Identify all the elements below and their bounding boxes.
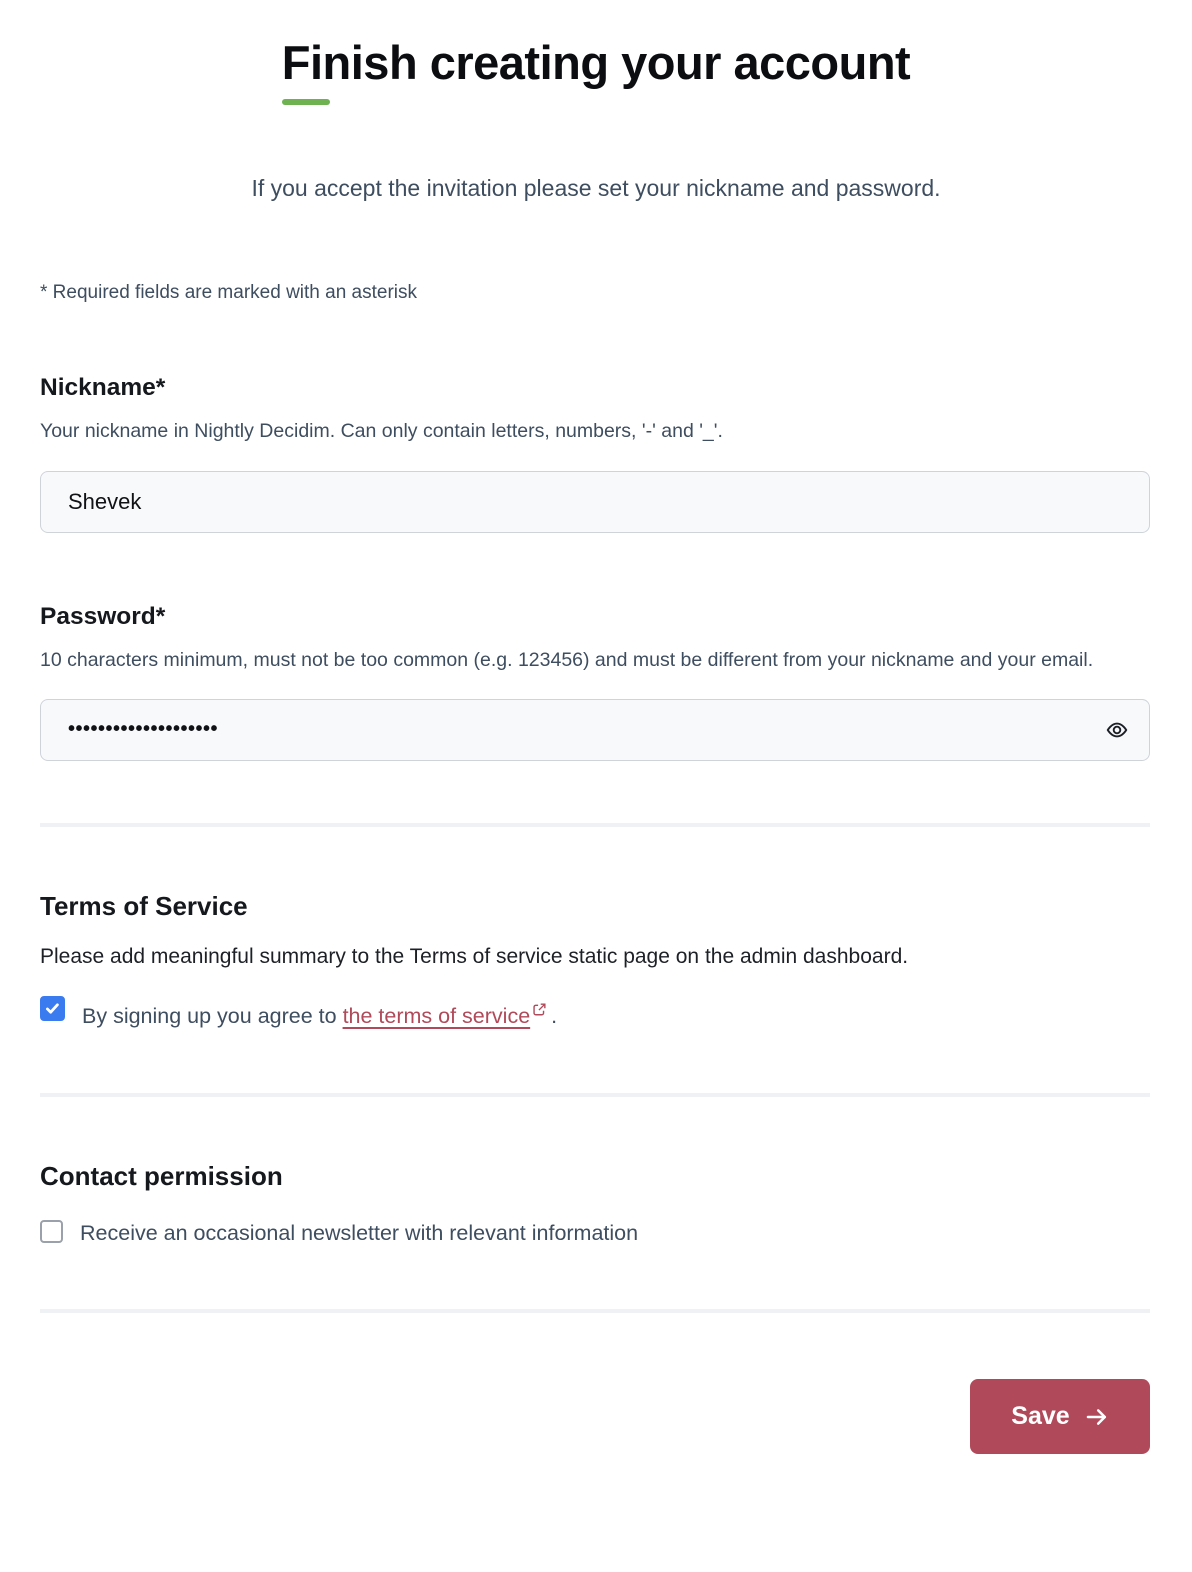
- form-actions: [0, 1379, 1192, 1454]
- password-input-wrap: [40, 699, 1150, 761]
- page-subtitle: If you accept the invitation please set your nickname and password.: [251, 175, 941, 202]
- terms-checkbox-label: [82, 996, 557, 1031]
- contact-permission-section: [40, 1161, 1150, 1248]
- password-visibility-toggle[interactable]: [1100, 713, 1134, 747]
- terms-of-service-link[interactable]: [343, 1004, 548, 1028]
- nickname-label: Nickname*: [40, 374, 166, 402]
- eye-icon: [1106, 719, 1128, 741]
- nickname-help-text: Your nickname in Nightly Decidim. Can only contain letters, numbers, '-' and '_'.: [40, 420, 723, 443]
- arrow-right-icon: [1085, 1405, 1109, 1429]
- save-button[interactable]: [970, 1379, 1150, 1454]
- nickname-input[interactable]: [40, 471, 1150, 533]
- section-divider: [40, 823, 1150, 827]
- terms-link-text: the terms of service: [342, 1003, 531, 1028]
- terms-checkbox[interactable]: [40, 996, 65, 1021]
- contact-permission-heading: Contact permission: [40, 1160, 283, 1191]
- page-header: [0, 0, 1192, 202]
- title-block: [282, 36, 910, 105]
- newsletter-checkbox-label: Receive an occasional newsletter with relevant information: [80, 1220, 639, 1245]
- title-accent-bar: [282, 99, 330, 105]
- password-label: Password*: [40, 603, 166, 631]
- checkmark-icon: [44, 1000, 61, 1017]
- password-input[interactable]: [40, 699, 1150, 761]
- nickname-field-group: [40, 374, 1150, 533]
- newsletter-checkbox-row[interactable]: [40, 1219, 1150, 1248]
- page-title: Finish creating your account: [281, 36, 911, 89]
- terms-heading: Terms of Service: [40, 890, 248, 921]
- terms-help-text: Please add meaningful summary to the Terms of service static page on the admin dashboard.: [40, 944, 909, 968]
- required-fields-note: * Required fields are marked with an asterisk: [40, 282, 418, 304]
- password-help-text: 10 characters minimum, must not be too common (e.g. 123456) and must be different from your nickname and your email.: [40, 649, 1094, 672]
- save-button-label: Save: [1011, 1402, 1070, 1431]
- section-divider: [40, 1309, 1150, 1313]
- terms-checkbox-row[interactable]: [40, 996, 1150, 1031]
- account-form: [0, 282, 1192, 1313]
- password-field-group: [40, 603, 1150, 760]
- terms-of-service-section: [40, 891, 1150, 1031]
- external-link-icon: [532, 998, 547, 1022]
- terms-label-suffix: .: [551, 1003, 558, 1028]
- newsletter-checkbox[interactable]: [40, 1220, 63, 1243]
- section-divider: [40, 1093, 1150, 1097]
- terms-label-prefix: By signing up you agree to: [82, 1003, 343, 1028]
